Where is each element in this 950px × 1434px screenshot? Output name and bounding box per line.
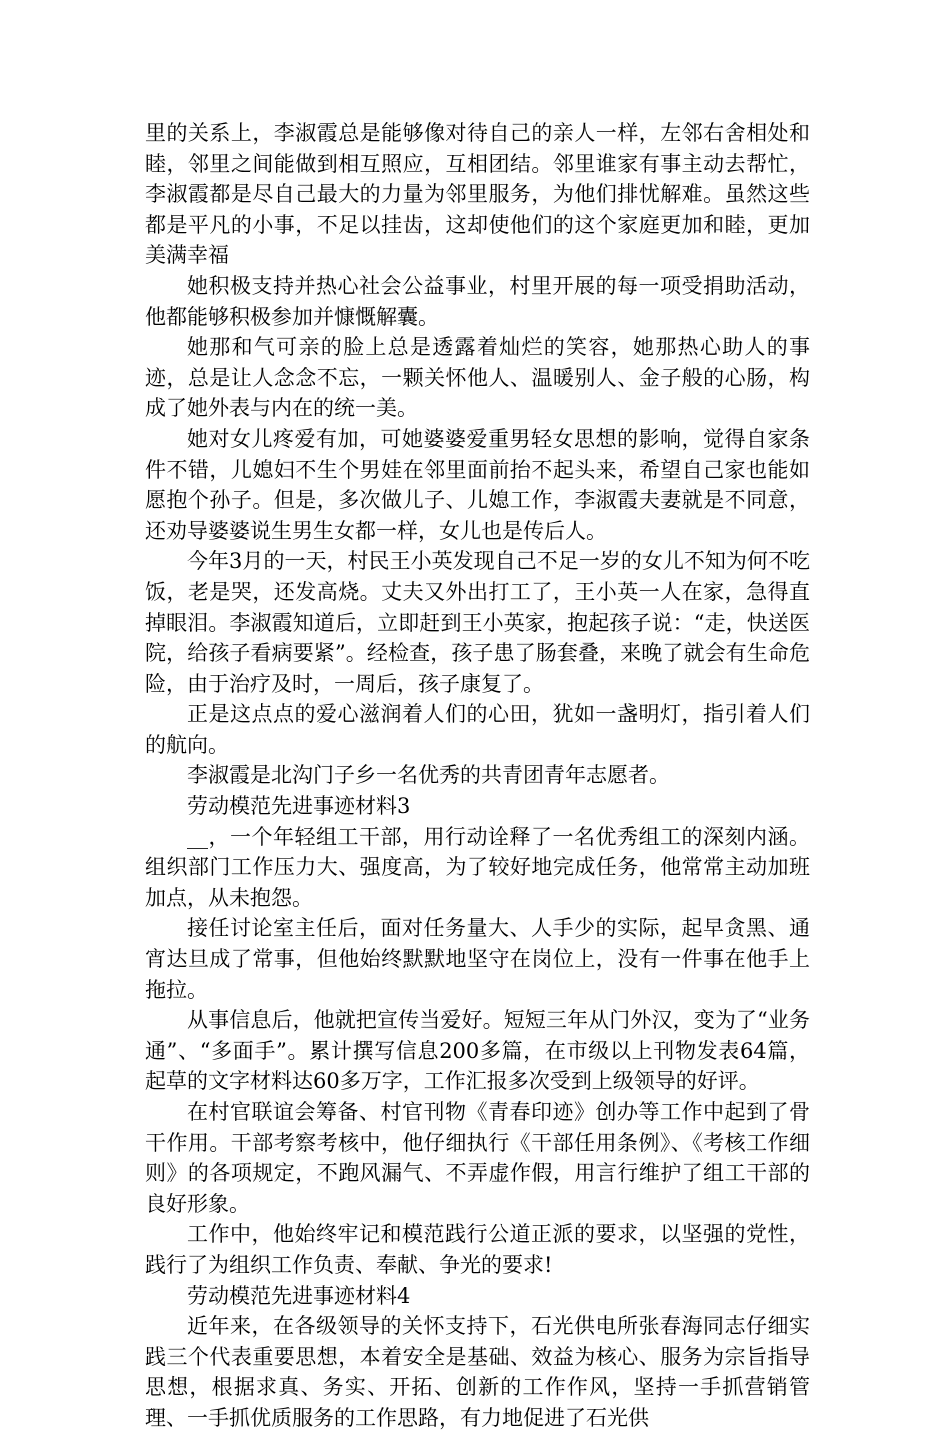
- paragraph-publicity: 从事信息后，他就把宣传当爱好。短短三年从门外汉，变为了“业务通”、“多面手”。累计撰写信息200多篇，在市级以上刊物发表64篇，起草的文字材料达60多万字，工作汇报多次受到上级领导的好评。: [145, 1008, 810, 1094]
- section-heading-3: 劳动模范先进事迹材料3: [187, 794, 411, 819]
- paragraph-power-station: 近年来，在各级领导的关怀支持下，石光供电所张春海同志仔细实践三个代表重要思想，本着安全是基础、效益为核心、服务为宗旨指导思想，根据求真、务实、开拓、创新的工作作风，坚持一手抓营销管理、一手抓优质服务的工作思路，有力地促进了石光供: [145, 1314, 810, 1430]
- paragraph-smile: 她那和气可亲的脸上总是透露着灿烂的笑容，她那热心助人的事迹，总是让人念念不忘，一颗关怀他人、温暖别人、金子般的心肠，构成了她外表与内在的统一美。: [145, 335, 810, 421]
- document-page: [145, 118, 810, 1434]
- paragraph-village-officials: 在村官联谊会筹备、村官刊物《青春印迹》创办等工作中起到了骨干作用。干部考察考核中，他仔细执行《干部任用条例》、《考核工作细则》的各项规定，不跑风漏气、不弄虚作假，用言行维护了组工干部的良好形象。: [145, 1100, 810, 1216]
- paragraph-lamp: 正是这点点的爱心滋润着人们的心田，犹如一盏明灯，指引着人们的航向。: [145, 702, 810, 757]
- paragraph-director: 接任讨论室主任后，面对任务量大、人手少的实际，起早贪黑、通宵达旦成了常事，但他始终默默地坚守在岗位上，没有一件事在他手上拖拉。: [145, 916, 810, 1002]
- section-heading-4: 劳动模范先进事迹材料4: [187, 1283, 411, 1308]
- paragraph-cadre: __，一个年轻组工干部，用行动诠释了一名优秀组工的深刻内涵。组织部门工作压力大、强度高，为了较好地完成任务，他常常主动加班加点，从未抱怨。: [145, 824, 810, 910]
- paragraph-volunteer: 李淑霞是北沟门子乡一名优秀的共青团青年志愿者。: [187, 763, 670, 788]
- paragraph-integrity: 工作中，他始终牢记和模范践行公道正派的要求，以坚强的党性，践行了为组织工作负责、奉献、争光的要求!: [145, 1222, 810, 1277]
- paragraph-daughter: 她对女儿疼爱有加，可她婆婆爱重男轻女思想的影响，觉得自家条件不错，儿媳妇不生个男娃在邻里面前抬不起头来，希望自己家也能如愿抱个孙子。但是，多次做儿子、儿媳工作，李淑霞夫妻就是不同意，还劝导婆婆说生男生女都一样，女儿也是传后人。: [145, 426, 810, 543]
- paragraph-hospital: 今年3月的一天，村民王小英发现自己不足一岁的女儿不知为何不吃饭，老是哭，还发高烧。丈夫又外出打工了，王小英一人在家，急得直掉眼泪。李淑霞知道后，立即赶到王小英家，抱起孩子说：“走，快送医院，给孩子看病要紧”。经检查，孩子患了肠套叠，来晚了就会有生命危险，由于治疗及时，一周后，孩子康复了。: [145, 549, 810, 696]
- paragraph-neighbors: 里的关系上，李淑霞总是能够像对待自己的亲人一样，左邻右舍相处和睦，邻里之间能做到相互照应，互相团结。邻里谁家有事主动去帮忙，李淑霞都是尽自己最大的力量为邻里服务，为他们排忧解难。虽然这些都是平凡的小事，不足以挂齿，这却使他们的这个家庭更加和睦，更加美满幸福: [145, 121, 810, 268]
- paragraph-charity: 她积极支持并热心社会公益事业，村里开展的每一项受捐助活动，他都能够积极参加并慷慨解囊。: [145, 273, 810, 329]
